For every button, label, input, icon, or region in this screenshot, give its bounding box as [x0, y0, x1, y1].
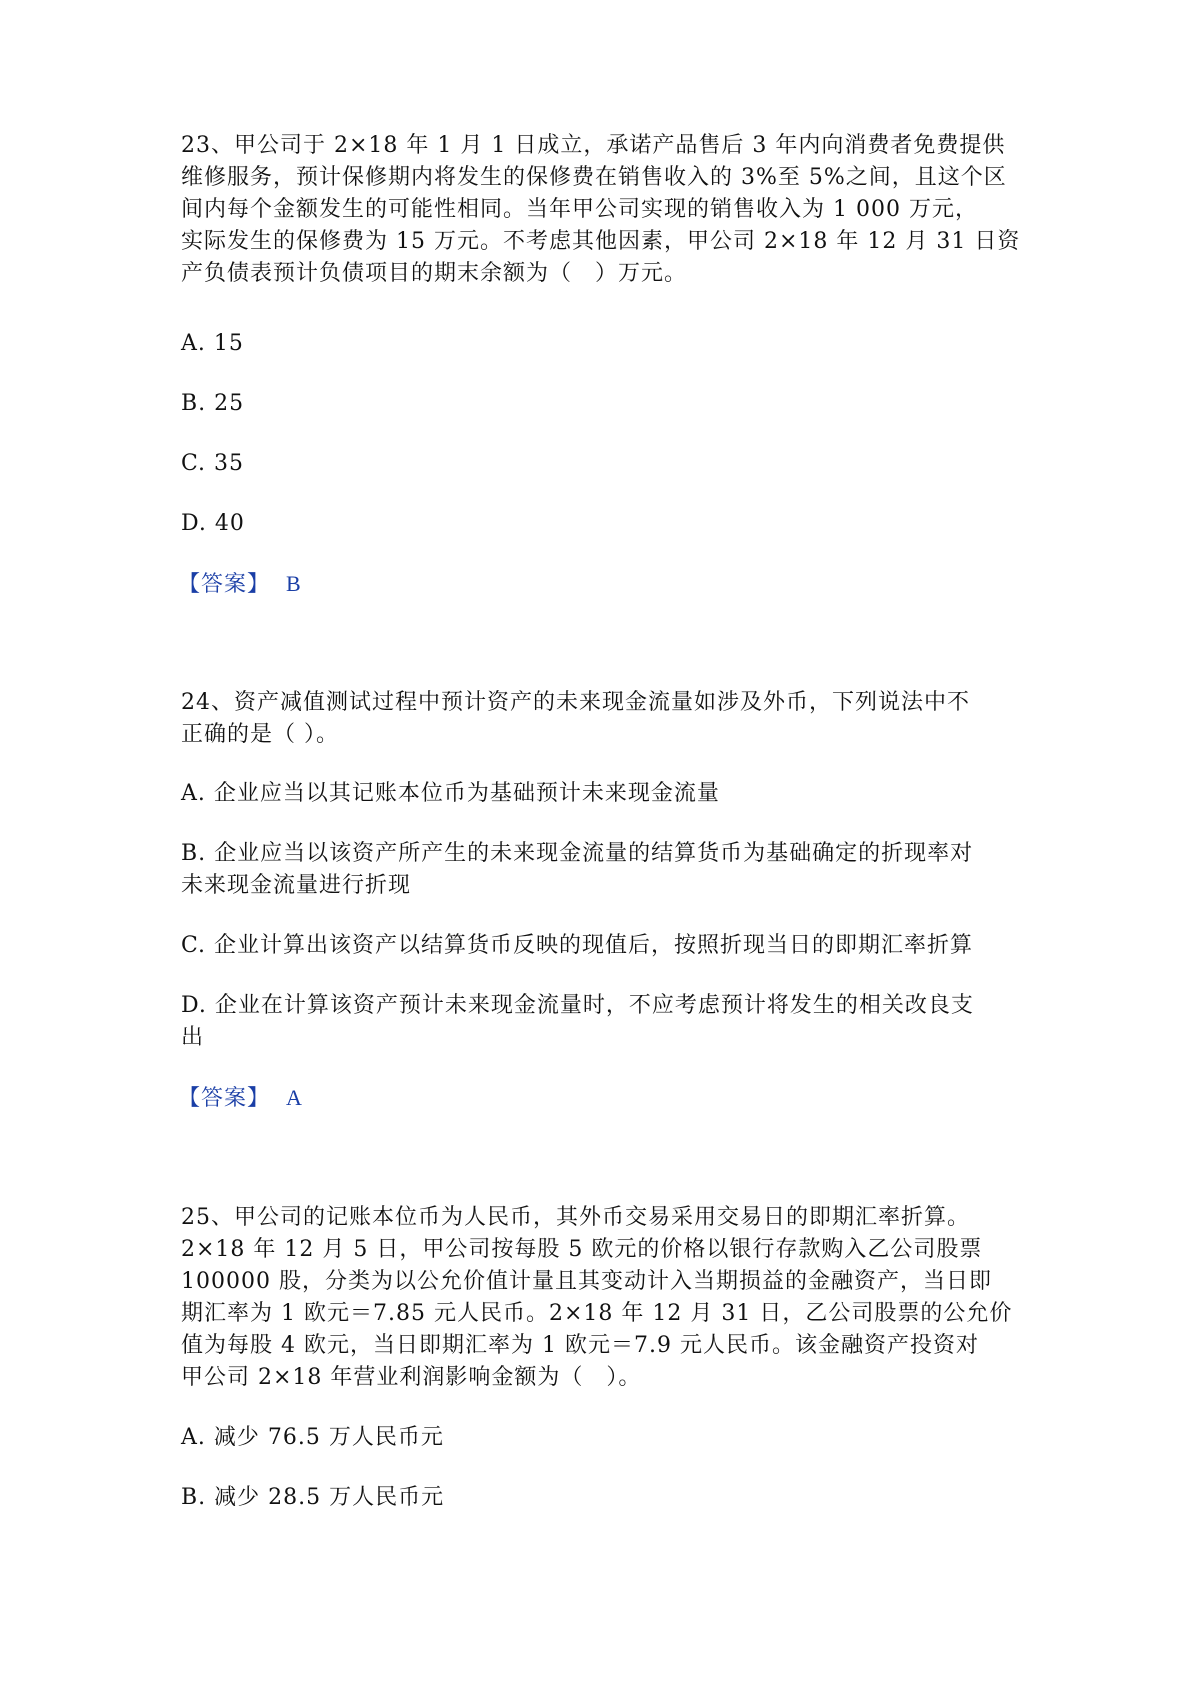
- question-23-line-2: 维修服务，预计保修期内将发生的保修费在销售收入的 3%至 5%之间，且这个区: [181, 165, 1007, 190]
- question-23-line-3: 间内每个金额发生的可能性相同。当年甲公司实现的销售收入为 1 000 万元，: [181, 197, 978, 222]
- question-25-option-a: A. 减少 76.5 万人民币元: [181, 1425, 444, 1450]
- question-24-option-b-line-2: 未来现金流量进行折现: [181, 873, 412, 898]
- question-23-option-b: B. 25: [181, 391, 245, 416]
- question-25-line-3: 100000 股，分类为以公允价值计量且其变动计入当期损益的金融资产，当日即: [181, 1269, 992, 1294]
- answer-label: 【答案】: [178, 1086, 271, 1111]
- question-25-line-6: 甲公司 2×18 年营业利润影响金额为（ ）。: [181, 1365, 642, 1390]
- question-24-option-c: C. 企业计算出该资产以结算货币反映的现值后，按照折现当日的即期汇率折算: [181, 933, 974, 958]
- answer-value: B: [286, 571, 302, 596]
- question-25-line-2: 2×18 年 12 月 5 日，甲公司按每股 5 欧元的价格以银行存款购入乙公司股票: [181, 1237, 983, 1262]
- question-23-option-a: A. 15: [181, 331, 244, 356]
- question-23-option-d: D. 40: [181, 511, 245, 536]
- question-24-line-2: 正确的是（ ）。: [181, 722, 339, 747]
- question-25-line-1: 25、甲公司的记账本位币为人民币，其外币交易采用交易日的即期汇率折算。: [181, 1205, 970, 1230]
- question-25-line-5: 值为每股 4 欧元，当日即期汇率为 1 欧元＝7.9 元人民币。该金融资产投资对: [181, 1333, 979, 1358]
- question-24-line-1: 24、资产减值测试过程中预计资产的未来现金流量如涉及外币，下列说法中不: [181, 690, 970, 715]
- question-24-option-a: A. 企业应当以其记账本位币为基础预计未来现金流量: [181, 781, 720, 806]
- answer-value: A: [286, 1085, 303, 1110]
- question-25-option-b: B. 减少 28.5 万人民币元: [181, 1485, 445, 1510]
- question-23-line-1: 23、甲公司于 2×18 年 1 月 1 日成立，承诺产品售后 3 年内向消费者免费提供: [181, 133, 1006, 158]
- question-23-option-c: C. 35: [181, 451, 245, 476]
- answer-label: 【答案】: [178, 572, 271, 597]
- question-23-answer: [178, 569, 302, 600]
- question-24-answer: [178, 1083, 303, 1114]
- question-23-line-5: 产负债表预计负债项目的期末余额为（ ）万元。: [181, 261, 688, 286]
- question-24-option-b-line-1: B. 企业应当以该资产所产生的未来现金流量的结算货币为基础确定的折现率对: [181, 841, 974, 866]
- question-24-option-d-line-1: D. 企业在计算该资产预计未来现金流量时，不应考虑预计将发生的相关改良支: [181, 993, 974, 1018]
- question-25-line-4: 期汇率为 1 欧元＝7.85 元人民币。2×18 年 12 月 31 日，乙公司股票的公允价: [181, 1301, 1013, 1326]
- question-23-line-4: 实际发生的保修费为 15 万元。不考虑其他因素，甲公司 2×18 年 12 月 31 日资: [181, 229, 1021, 254]
- question-24-option-d-line-2: 出: [181, 1025, 205, 1050]
